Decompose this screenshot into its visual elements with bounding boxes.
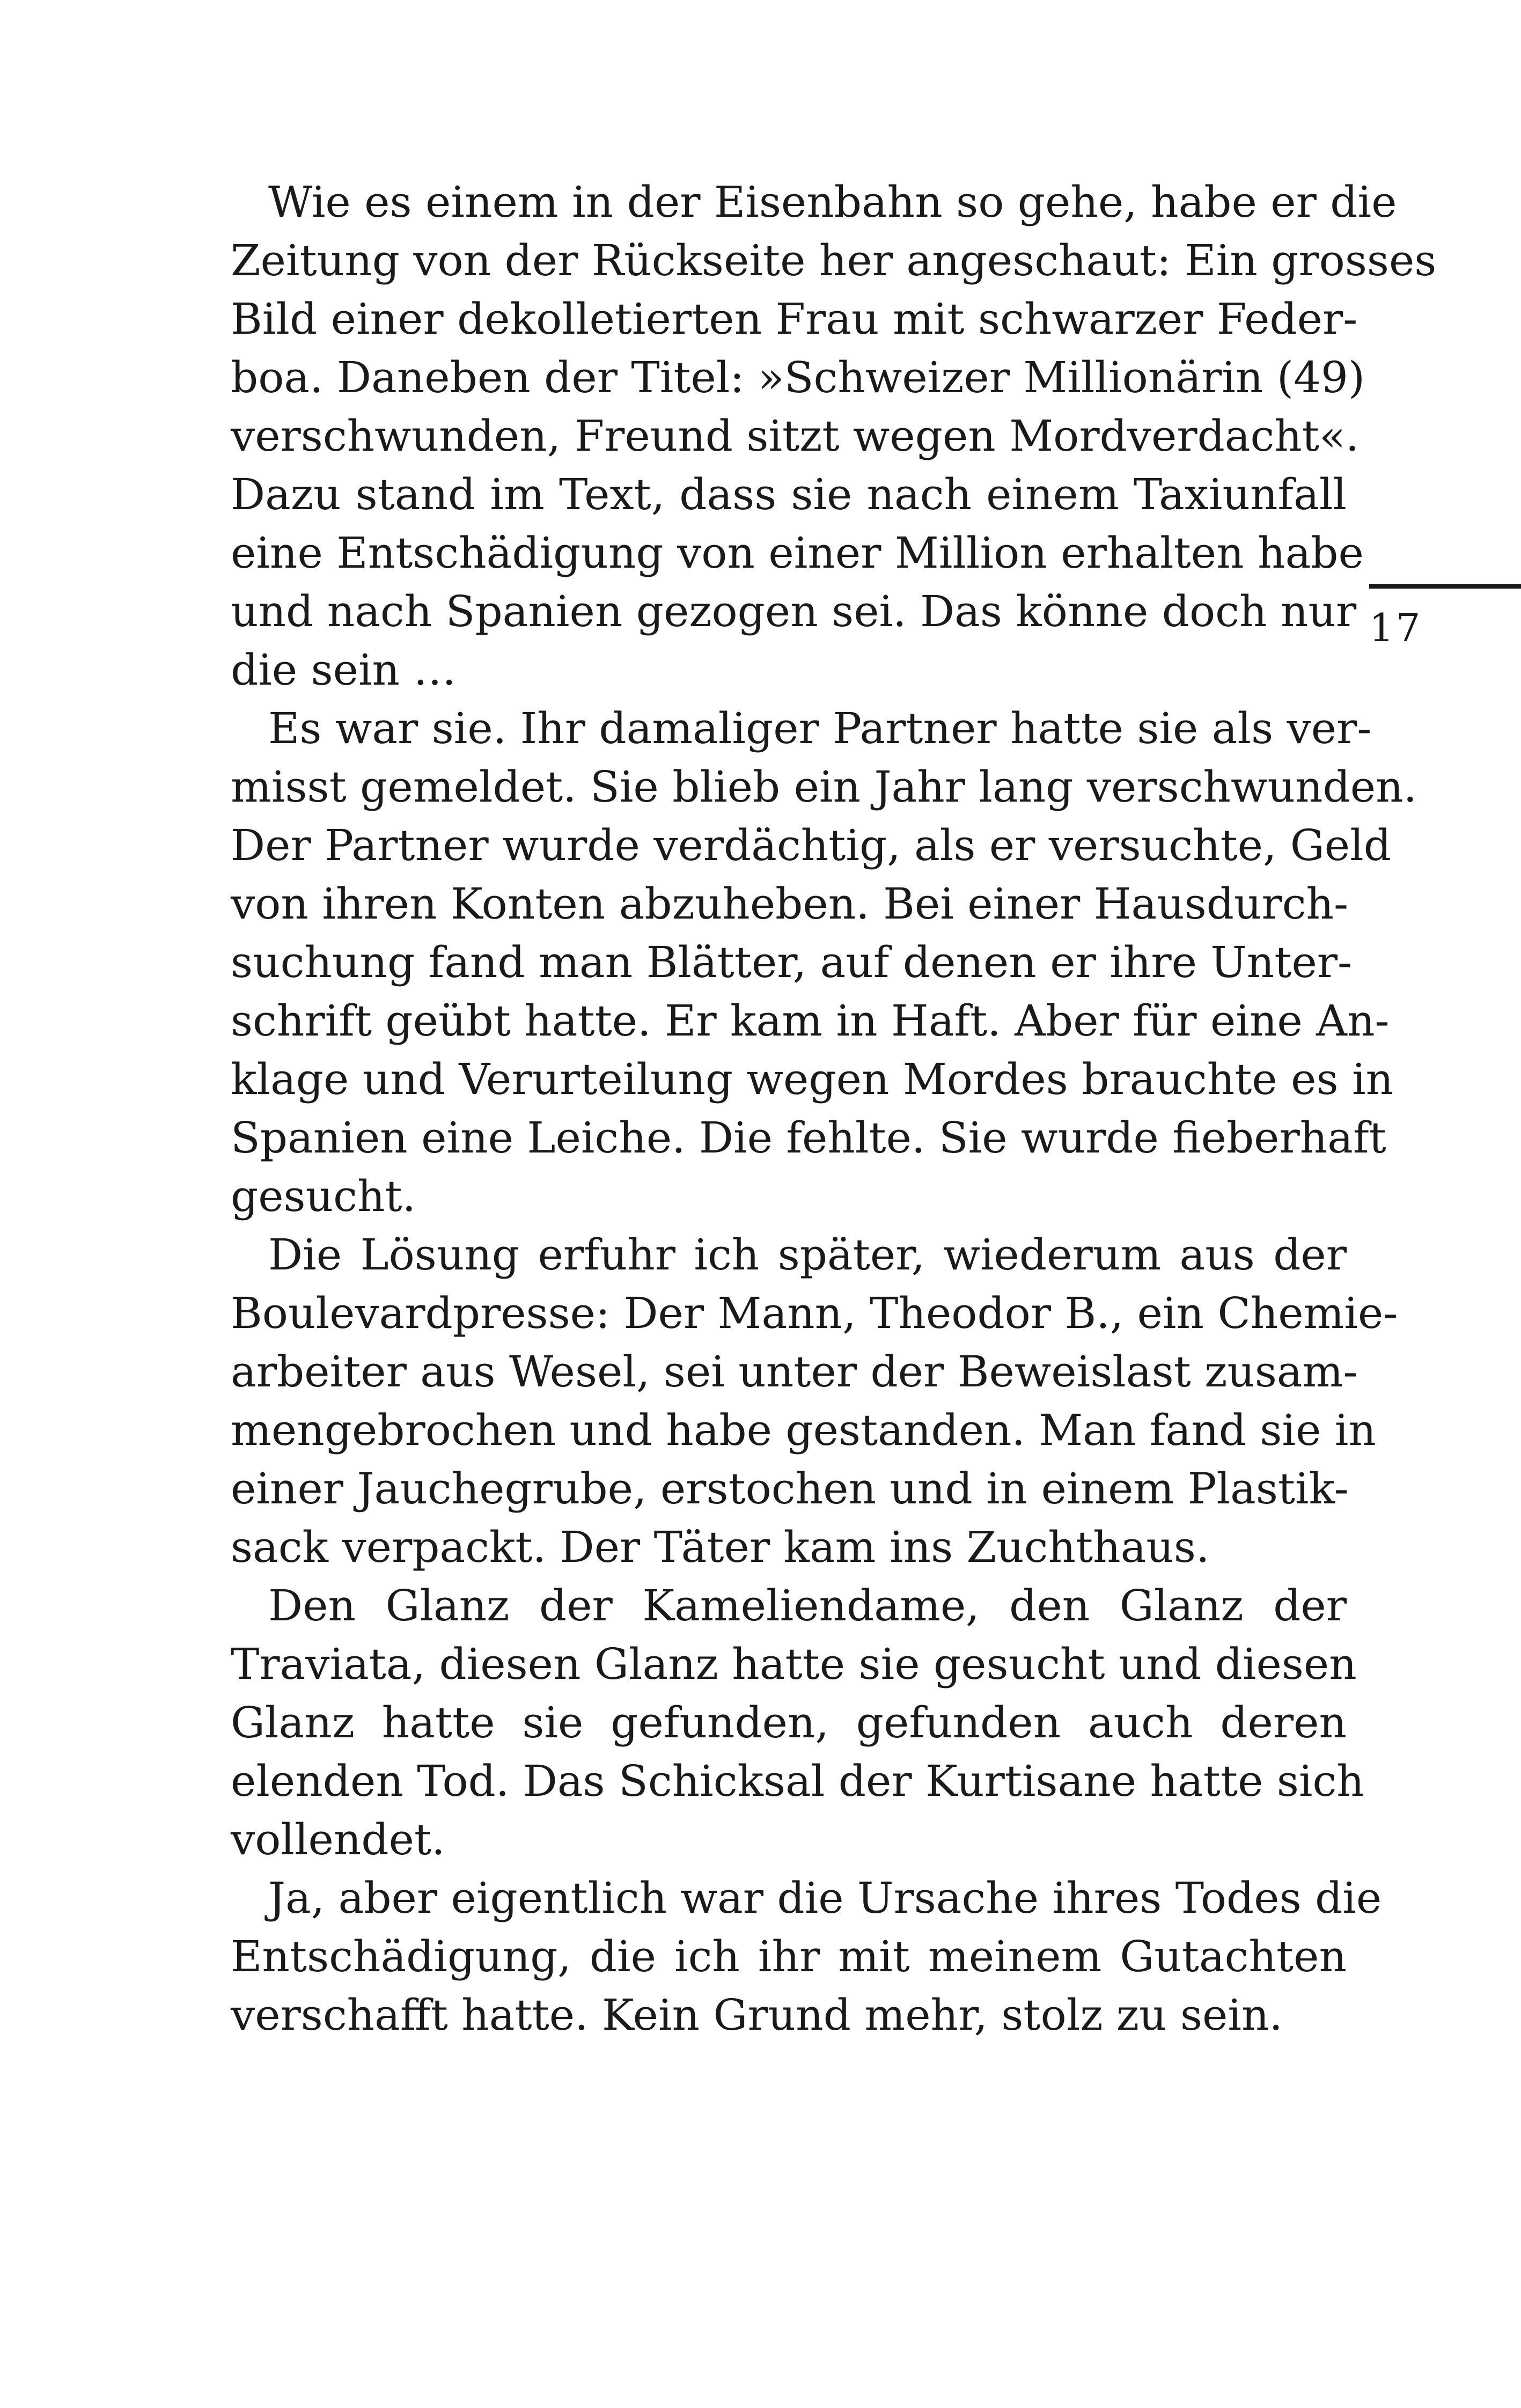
text-line: und nach Spanien gezogen sei. Das könne doch nur <box>231 586 1357 636</box>
text-line: klage und Verurteilung wegen Mordes brauchte es in <box>231 1054 1394 1104</box>
text-line: Es war sie. Ihr damaliger Partner hatte sie als ver- <box>268 703 1372 753</box>
text-line: elenden Tod. Das Schicksal der Kurtisane hatte sich <box>231 1756 1364 1806</box>
paragraph-3 <box>231 1225 1398 1576</box>
text-line: Den Glanz der Kameliendame, den Glanz der <box>268 1581 1347 1631</box>
text-line: Spanien eine Leiche. Die fehlte. Sie wurde fieberhaft <box>231 1113 1386 1163</box>
page-number: 17 <box>1369 605 1423 650</box>
paragraph-2 <box>231 699 1417 1225</box>
text-line: vollendet. <box>231 1815 445 1864</box>
text-line: gesucht. <box>231 1171 416 1221</box>
text-line: schrift geübt hatte. Er kam in Haft. Aber für eine An- <box>231 996 1390 1046</box>
text-line: Wie es einem in der Eisenbahn so gehe, habe er die <box>268 177 1397 227</box>
text-line: suchung fand man Blätter, auf denen er ihre Unter- <box>231 937 1353 987</box>
text-line: Bild einer dekolletierten Frau mit schwarzer Feder- <box>231 294 1358 344</box>
text-line: verschwunden, Freund sitzt wegen Mordverdacht«. <box>231 411 1360 461</box>
text-line: Ja, aber eigentlich war die Ursache ihres Todes die <box>268 1873 1382 1923</box>
text-line: Glanz hatte sie gefunden, gefunden auch deren <box>231 1698 1347 1748</box>
paragraph-5 <box>231 1869 1382 2044</box>
text-line: einer Jauchegrube, erstochen und in einem Plastik- <box>231 1464 1349 1514</box>
text-line: arbeiter aus Wesel, sei unter der Beweislast zusam- <box>231 1347 1358 1397</box>
text-line: misst gemeldet. Sie blieb ein Jahr lang verschwunden. <box>231 762 1417 812</box>
text-line: Zeitung von der Rückseite her angeschaut: Ein grosses <box>231 236 1437 285</box>
text-line: Traviata, diesen Glanz hatte sie gesucht und diesen <box>231 1639 1357 1689</box>
text-line: Der Partner wurde verdächtig, als er versuchte, Geld <box>231 820 1391 870</box>
text-line: boa. Daneben der Titel: »Schweizer Millionärin (49) <box>231 353 1365 402</box>
text-line: eine Entschädigung von einer Million erhalten habe <box>231 528 1364 578</box>
text-line: die sein … <box>231 645 457 695</box>
text-line: mengebrochen und habe gestanden. Man fand sie in <box>231 1405 1376 1455</box>
text-line: Boulevardpresse: Der Mann, Theodor B., ein Chemie- <box>231 1288 1398 1338</box>
text-line: Die Lösung erfuhr ich später, wiederum aus der <box>268 1230 1347 1280</box>
text-line: Entschädigung, die ich ihr mit meinem Gutachten <box>231 1932 1347 1981</box>
text-line: sack verpackt. Der Täter kam ins Zuchthaus. <box>231 1522 1210 1572</box>
page-number-rule <box>1369 584 1521 589</box>
paragraph-4 <box>231 1576 1364 1869</box>
text-line: verschafft hatte. Kein Grund mehr, stolz zu sein. <box>231 1990 1283 2040</box>
text-line: von ihren Konten abzuheben. Bei einer Hausdurch- <box>231 879 1349 929</box>
text-line: Dazu stand im Text, dass sie nach einem Taxiunfall <box>231 469 1347 519</box>
